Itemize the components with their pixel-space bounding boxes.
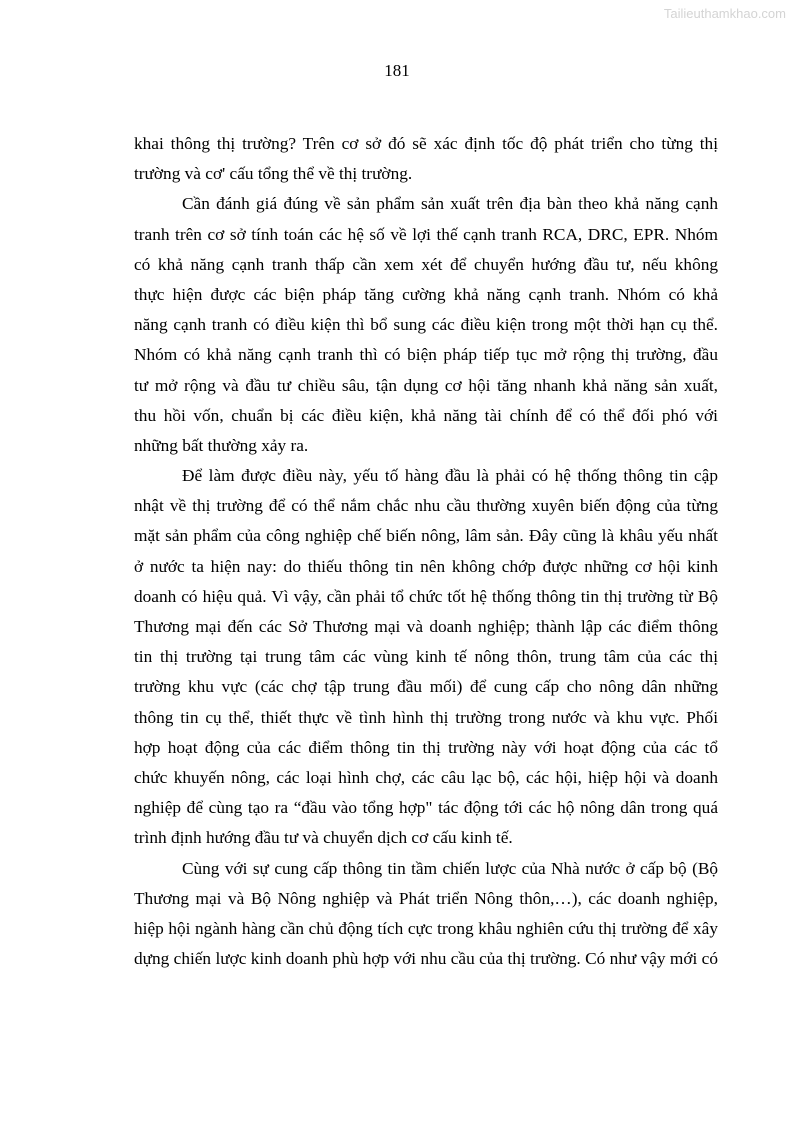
text-line: tranh trên cơ sở tính toán các hệ số về lợi thế cạnh tranh RCA, DRC, EPR. Nhóm: [134, 224, 718, 244]
text-line: nghiệp để cùng tạo ra “đầu vào tổng hợp" tác động tới các hộ nông dân trong quá: [134, 798, 718, 818]
text-line: năng cạnh tranh có điều kiện thì bổ sung các điều kiện trong một thời hạn cụ thể.: [134, 315, 718, 335]
text-line: trường và cơ' cấu tổng thể về thị trường.: [134, 164, 413, 184]
text-line: mặt sản phẩm của công nghiệp chế biến nông, lâm sản. Đây cũng là khâu yếu nhất: [134, 526, 718, 546]
text-line: khai thông thị trường? Trên cơ sở đó sẽ xác định tốc độ phát triển cho từng thị: [134, 134, 718, 153]
text-line: tin thị trường tại trung tâm các vùng kinh tế nông thôn, trung tâm của các thị: [134, 647, 718, 667]
text-line: hiệp hội ngành hàng cần chủ động tích cực trong khâu nghiên cứu thị trường để xây: [134, 918, 718, 938]
paragraph: [134, 854, 718, 975]
text-line: Cần đánh giá đúng về sản phẩm sản xuất trên địa bàn theo khả năng cạnh: [182, 194, 718, 214]
text-line: thông tin cụ thể, thiết thực về tình hình thị trường trong nước và khu vực. Phối: [134, 707, 718, 727]
body-text: [134, 129, 718, 974]
text-line: nhật về thị trường để có thể nắm chắc nhu cầu thường xuyên biến động của từng: [134, 496, 718, 516]
text-line: có khả năng cạnh tranh thấp cần xem xét để chuyển hướng đầu tư, nếu không: [134, 254, 718, 274]
text-line: Thương mại và Bộ Nông nghiệp và Phát triển Nông thôn,…), các doanh nghiệp,: [134, 888, 718, 908]
text-line: chức khuyến nông, các loại hình chợ, các câu lạc bộ, các hội, hiệp hội và doanh: [134, 767, 718, 787]
watermark: Tailieuthamkhao.com: [663, 6, 786, 21]
text-line: dựng chiến lược kinh doanh phù hợp với nhu cầu của thị trường. Có như vậy mới có: [134, 949, 718, 969]
text-line: hợp hoạt động của các điểm thông tin thị trường này với hoạt động của các tổ: [134, 737, 718, 757]
text-line: những bất thường xảy ra.: [134, 435, 309, 455]
text-line: Thương mại đến các Sở Thương mại và doanh nghiệp; thành lập các điểm thông: [134, 617, 718, 636]
text-line: Để làm được điều này, yếu tố hàng đầu là phải có hệ thống thông tin cập: [182, 466, 718, 486]
text-line: doanh có hiệu quả. Vì vậy, cần phải tổ chức tốt hệ thống thông tin thị trường từ Bộ: [134, 586, 718, 606]
text-line: Nhóm có khả năng cạnh tranh thì có biện pháp tiếp tục mở rộng thị trường, đầu: [134, 345, 718, 365]
text-line: ở nước ta hiện nay: do thiếu thông tin nên không chớp được những cơ hội kinh: [134, 556, 718, 576]
text-line: trường khu vực (các chợ tập trung đầu mối) để cung cấp cho nông dân những: [134, 677, 718, 697]
paragraph: [134, 461, 718, 853]
text-line: tư mở rộng và đầu tư chiều sâu, tận dụng cơ hội tăng nhanh khả năng sản xuất,: [134, 375, 718, 395]
paragraph: [134, 189, 718, 461]
text-line: thực hiện được các biện pháp tăng cường khả năng cạnh tranh. Nhóm có khả: [134, 284, 718, 304]
page-number: 181: [384, 61, 410, 80]
text-line: Cùng với sự cung cấp thông tin tầm chiến lược của Nhà nước ở cấp bộ (Bộ: [182, 858, 718, 878]
paragraph: [134, 129, 718, 189]
text-line: thu hồi vốn, chuẩn bị các điều kiện, khả năng tài chính để có thể đối phó với: [134, 405, 718, 425]
text-line: trình định hướng đầu tư và chuyển dịch cơ cấu kinh tế.: [134, 828, 513, 848]
